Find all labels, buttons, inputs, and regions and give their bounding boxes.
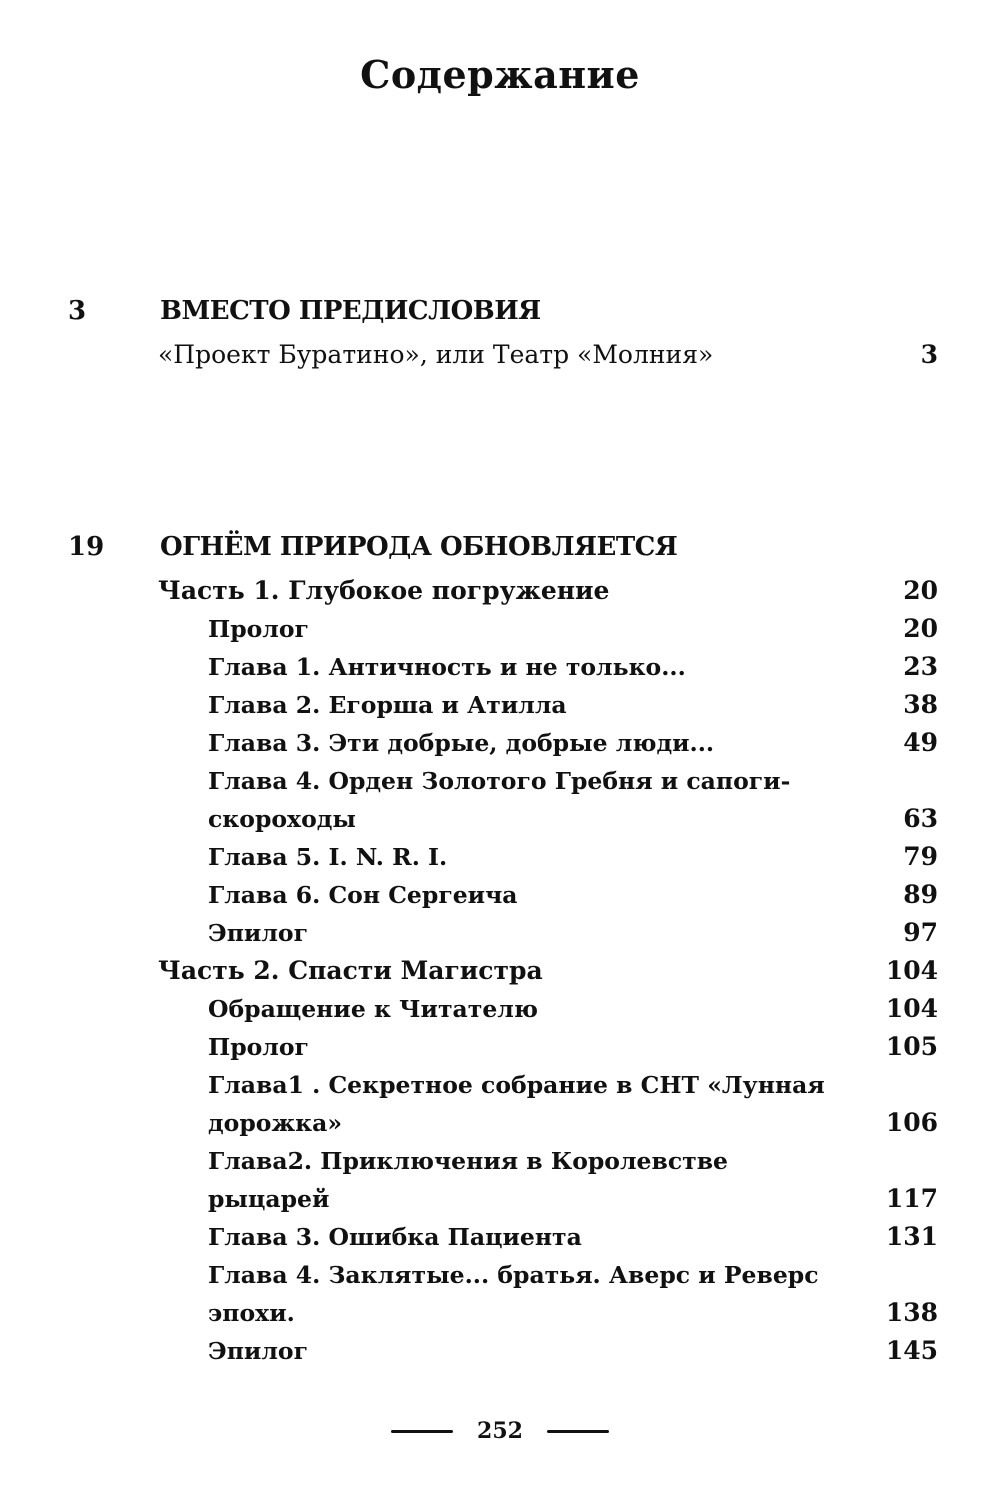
entry-title: Эпилог [208, 919, 308, 947]
entry-title: Глава 6. Сон Сергеича [208, 881, 518, 909]
entry-title: Глава 4. Орден Золотого Гребня и сапоги-скороходы [208, 767, 791, 833]
toc-chapter-entry[interactable] [208, 876, 938, 914]
toc-chapter-entry[interactable] [208, 1332, 938, 1370]
footer-dash-right [547, 1430, 609, 1433]
entry-page-number: 105 [885, 1032, 938, 1061]
entry-title: Глава 3. Эти добрые, добрые люди... [208, 729, 715, 757]
entry-title: Часть 2. Спасти Магистра [158, 956, 543, 985]
toc-chapter-entry[interactable] [208, 648, 938, 686]
entry-title: «Проект Буратино», или Театр «Молния» [158, 340, 714, 369]
toc-chapter-entry[interactable] [208, 686, 938, 724]
toc-entry[interactable] [158, 336, 938, 374]
entry-page-number: 3 [920, 340, 938, 369]
entry-page-number: 49 [903, 728, 938, 757]
entry-page-number: 145 [885, 1336, 938, 1365]
section-start-page: 3 [68, 296, 87, 326]
entry-title: Глава1 . Секретное собрание в СНТ «Лунная дорожка» [208, 1071, 825, 1137]
toc-chapter-entry[interactable] [208, 990, 938, 1028]
entry-title: Пролог [208, 1033, 309, 1061]
entry-page-number: 89 [903, 880, 938, 909]
entry-title: Пролог [208, 615, 309, 643]
toc-part-entry[interactable] [158, 952, 938, 990]
entry-title: Часть 1. Глубокое погружение [158, 576, 610, 605]
toc-chapter-entry[interactable] [208, 724, 938, 762]
entry-title: Глава 4. Заклятые... братья. Аверс и Реверс эпохи. [208, 1261, 819, 1327]
toc-section [0, 532, 1000, 1370]
entry-page-number: 104 [885, 994, 938, 1023]
entry-title: Обращение к Читателю [208, 995, 538, 1023]
entry-page-number: 79 [903, 842, 938, 871]
entry-page-number: 117 [885, 1184, 938, 1213]
entry-page-number: 20 [903, 614, 938, 643]
entry-title: Глава 2. Егорша и Атилла [208, 691, 567, 719]
section-title: ВМЕСТО ПРЕДИСЛОВИЯ [160, 296, 541, 326]
entry-page-number: 97 [903, 918, 938, 947]
entry-title: Глава2. Приключения в Королевстве рыцарей [208, 1147, 728, 1213]
footer-dash-left [391, 1430, 453, 1433]
entry-page-number: 131 [885, 1222, 938, 1251]
toc-chapter-entry[interactable] [208, 1028, 938, 1066]
entry-page-number: 104 [885, 956, 938, 985]
toc-chapter-entry[interactable] [208, 762, 938, 838]
entry-page-number: 38 [903, 690, 938, 719]
section-heading [0, 532, 1000, 572]
section-title: ОГНЁМ ПРИРОДА ОБНОВЛЯЕТСЯ [160, 532, 678, 562]
section-start-page: 19 [68, 532, 105, 562]
toc-chapter-entry[interactable] [208, 1066, 938, 1142]
toc-part-entry[interactable] [158, 572, 938, 610]
entry-title: Глава 3. Ошибка Пациента [208, 1223, 582, 1251]
entry-title: Глава 5. I. N. R. I. [208, 843, 448, 871]
toc-section [0, 296, 1000, 374]
page-title: Содержание [360, 52, 640, 97]
entry-page-number: 20 [903, 576, 938, 605]
entry-title: Глава 1. Античность и не только... [208, 653, 686, 681]
entry-page-number: 106 [885, 1108, 938, 1137]
toc-chapter-entry[interactable] [208, 1142, 938, 1218]
entry-page-number: 63 [903, 804, 938, 833]
toc-chapter-entry[interactable] [208, 1256, 938, 1332]
toc-chapter-entry[interactable] [208, 1218, 938, 1256]
toc-chapter-entry[interactable] [208, 914, 938, 952]
toc-chapter-entry[interactable] [208, 610, 938, 648]
entry-title: Эпилог [208, 1337, 308, 1365]
footer-page-number: 252 [477, 1418, 523, 1444]
entry-page-number: 138 [885, 1298, 938, 1327]
section-heading [0, 296, 1000, 336]
page-footer [0, 1418, 1000, 1444]
toc-entries [0, 572, 1000, 1370]
toc-entries [0, 336, 1000, 374]
toc-chapter-entry[interactable] [208, 838, 938, 876]
entry-page-number: 23 [903, 652, 938, 681]
